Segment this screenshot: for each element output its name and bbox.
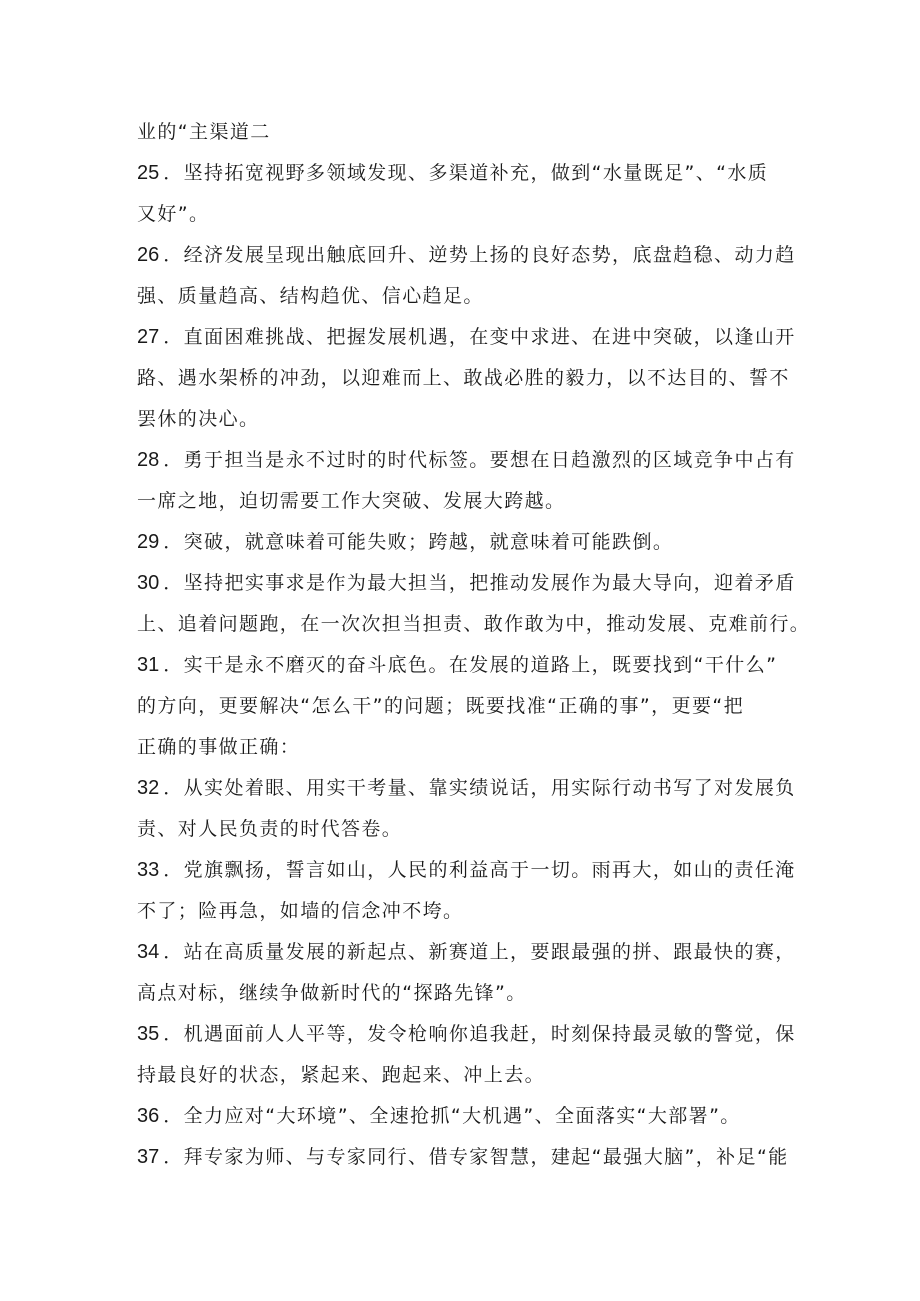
item-number: 28 bbox=[137, 449, 160, 471]
item-text: 业的“主渠道二 bbox=[137, 121, 271, 143]
list-item bbox=[137, 317, 796, 440]
item-text: ．经济发展呈现出触底回升、逆势上扬的良好态势，底盘趋稳、动力趋 bbox=[163, 244, 796, 266]
text-line bbox=[137, 727, 793, 768]
list-item bbox=[137, 440, 796, 522]
item-text: ．全力应对“大环境”、全速抢抓“大机遇”、全面落实“大部署”。 bbox=[163, 1105, 741, 1127]
list-item bbox=[137, 768, 796, 850]
text-line bbox=[137, 1137, 793, 1178]
item-text: ．突破，就意味着可能失败；跨越，就意味着可能跌倒。 bbox=[163, 531, 674, 553]
text-line bbox=[137, 1096, 793, 1137]
continuation-paragraph bbox=[137, 112, 793, 153]
text-line bbox=[137, 1055, 793, 1096]
list-item bbox=[137, 1014, 796, 1096]
item-number: 25 bbox=[137, 162, 160, 184]
item-text: ．坚持拓宽视野多领域发现、多渠道补充，做到“水量既足”、“水质 bbox=[163, 162, 769, 184]
text-line bbox=[137, 686, 793, 727]
text-line bbox=[137, 440, 796, 481]
text-line bbox=[137, 809, 793, 850]
list-item bbox=[137, 1096, 793, 1137]
text-line bbox=[137, 604, 811, 645]
item-number: 33 bbox=[137, 859, 160, 881]
item-text: 高点对标，继续争做新时代的“探路先锋”。 bbox=[137, 982, 527, 1004]
text-line bbox=[137, 112, 793, 153]
item-text: 的方向，更要解决“怎么干”的问题；既要找准“正确的事”，更要“把 bbox=[137, 695, 745, 717]
text-line bbox=[137, 1014, 796, 1055]
item-text: 正确的事做正确： bbox=[137, 736, 301, 758]
text-line bbox=[137, 645, 793, 686]
list-item bbox=[137, 645, 793, 768]
item-text: ．直面困难挑战、把握发展机遇，在变中求进、在进中突破，以逢山开 bbox=[163, 326, 796, 348]
text-line bbox=[137, 317, 796, 358]
item-number: 32 bbox=[137, 777, 160, 799]
item-text: ．党旗飘扬，誓言如山，人民的利益高于一切。雨再大，如山的责任淹 bbox=[163, 859, 796, 881]
text-line bbox=[137, 932, 796, 973]
text-line bbox=[137, 235, 796, 276]
item-text: 上、追着问题跑，在一次次担当担责、敢作敢为中，推动发展、克难前行。 bbox=[137, 613, 811, 635]
item-number: 29 bbox=[137, 531, 160, 553]
list-item bbox=[137, 850, 796, 932]
text-line bbox=[137, 973, 793, 1014]
item-number: 34 bbox=[137, 941, 160, 963]
list-item bbox=[137, 153, 793, 235]
item-text: 持最良好的状态，紧起来、跑起来、冲上去。 bbox=[137, 1064, 546, 1086]
text-line bbox=[137, 399, 793, 440]
item-text: ．机遇面前人人平等，发令枪响你追我赶，时刻保持最灵敏的警觉，保 bbox=[163, 1023, 796, 1045]
text-line bbox=[137, 522, 793, 563]
item-number: 30 bbox=[137, 572, 160, 594]
text-line bbox=[137, 276, 793, 317]
text-line bbox=[137, 194, 793, 235]
item-number: 35 bbox=[137, 1023, 160, 1045]
list-item bbox=[137, 235, 796, 317]
document-body bbox=[137, 112, 811, 1178]
item-text: 强、质量趋高、结构趋优、信心趋足。 bbox=[137, 285, 484, 307]
list-item bbox=[137, 563, 811, 645]
text-line bbox=[137, 850, 796, 891]
item-text: 一席之地，迫切需要工作大突破、发展大跨越。 bbox=[137, 490, 566, 512]
list-item bbox=[137, 522, 793, 563]
item-text: 罢休的决心。 bbox=[137, 408, 260, 430]
item-number: 37 bbox=[137, 1146, 160, 1168]
item-text: ．拜专家为师、与专家同行、借专家智慧，建起“最强大脑”，补足“能 bbox=[163, 1146, 789, 1168]
item-text: 路、遇水架桥的冲劲，以迎难而上、敢战必胜的毅力，以不达目的、誓不 bbox=[137, 367, 790, 389]
item-text: 不了；险再急，如墙的信念冲不垮。 bbox=[137, 900, 464, 922]
list-item bbox=[137, 1137, 793, 1178]
item-text: ．勇于担当是永不过时的时代标签。要想在日趋激烈的区域竞争中占有 bbox=[163, 449, 796, 471]
item-text: ．站在高质量发展的新起点、新赛道上，要跟最强的拼、跟最快的赛， bbox=[163, 941, 796, 963]
item-text: 又好”。 bbox=[137, 203, 210, 225]
list-item bbox=[137, 932, 796, 1014]
item-text: ．坚持把实事求是作为最大担当，把推动发展作为最大导向，迎着矛盾 bbox=[163, 572, 796, 594]
text-line bbox=[137, 481, 793, 522]
text-line bbox=[137, 153, 793, 194]
item-number: 26 bbox=[137, 244, 160, 266]
item-number: 31 bbox=[137, 654, 160, 676]
text-line bbox=[137, 358, 793, 399]
item-text: ．从实处着眼、用实干考量、靠实绩说话，用实际行动书写了对发展负 bbox=[163, 777, 796, 799]
text-line bbox=[137, 563, 796, 604]
item-text: ．实干是永不磨灭的奋斗底色。在发展的道路上，既要找到“干什么” bbox=[163, 654, 778, 676]
text-line bbox=[137, 768, 796, 809]
item-number: 36 bbox=[137, 1105, 160, 1127]
text-line bbox=[137, 891, 793, 932]
item-text: 责、对人民负责的时代答卷。 bbox=[137, 818, 403, 840]
item-number: 27 bbox=[137, 326, 160, 348]
